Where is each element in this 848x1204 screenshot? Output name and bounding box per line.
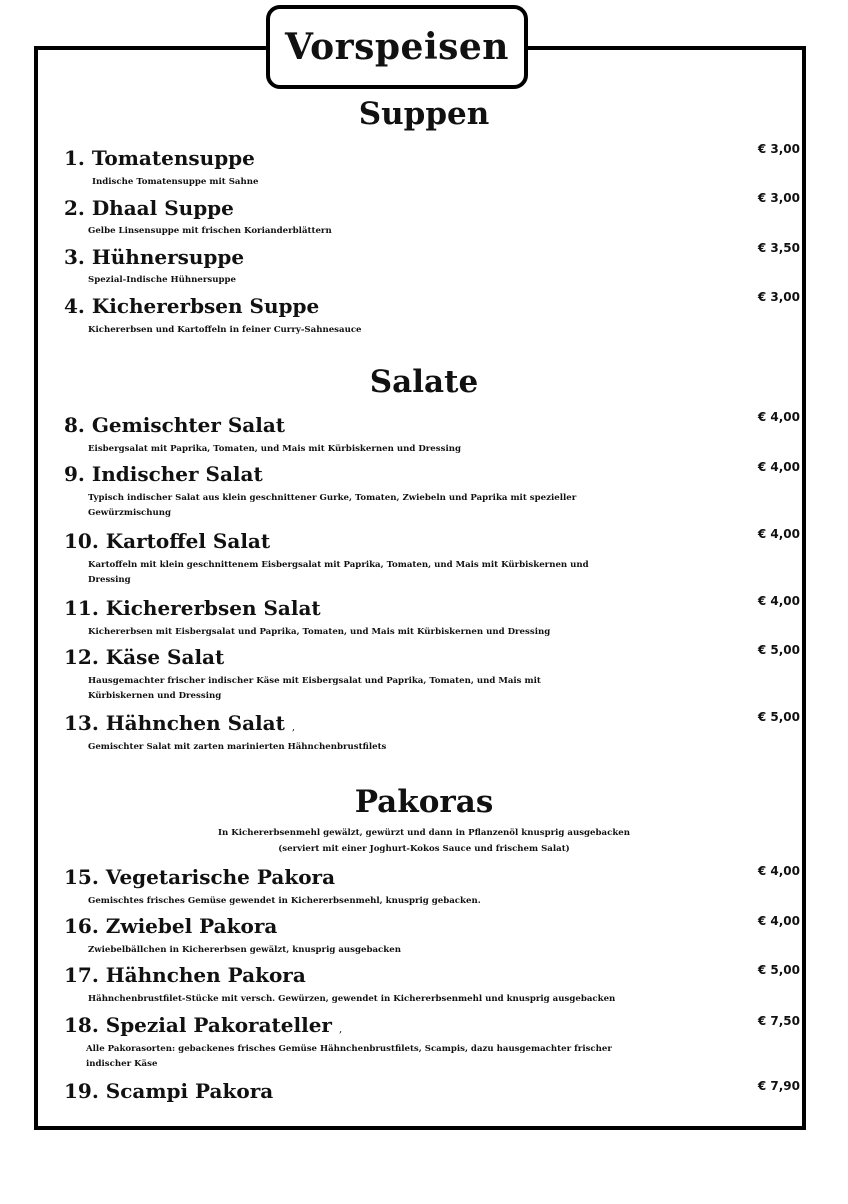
menu-item-price: € 5,00 [757,710,800,724]
menu-item-price: € 3,00 [757,290,800,304]
section-intro-note: (serviert mit einer Joghurt-Kokos Sauce und frischem Salat) [278,844,570,854]
menu-item-name: 19. Scampi Pakora [64,1079,274,1103]
menu-item-name: 17. Hähnchen Pakora [64,963,306,987]
menu-item-label: 18. Spezial Pakorateller [64,1013,332,1037]
menu-item-name: 3. Hühnersuppe [64,245,245,269]
menu-item-desc: Kartoffeln mit klein geschnittenem Eisbergsalat mit Paprika, Tomaten, und Mais mit Kürbiskernen und Dressing [88,560,589,585]
page-title: Vorspeisen [285,26,509,68]
title-box [266,5,528,89]
menu-item-desc: Kichererbsen mit Eisbergsalat und Paprika, Tomaten, und Mais mit Kürbiskernen und Dressing [88,627,551,637]
menu-item-name: 4. Kichererbsen Suppe [64,294,320,318]
section-title-suppen: Suppen [358,96,490,132]
menu-item-desc: Gemischtes frisches Gemüse gewendet in Kichererbsenmehl, knusprig gebacken. [88,896,481,906]
menu-item-price: € 4,00 [757,594,800,608]
menu-item-price: € 4,00 [757,460,800,474]
menu-item-price: € 4,00 [757,410,800,424]
footnote-mark: , [291,722,295,733]
footnote-mark: , [338,1024,343,1035]
menu-item-desc: Eisbergsalat mit Paprika, Tomaten, und Mais mit Kürbiskernen und Dressing [88,444,461,454]
menu-item-desc: Zwiebelbällchen in Kichererbsen gewälzt, knusprig ausgebacken [88,945,401,955]
menu-item-price: € 4,00 [757,527,800,541]
menu-item-name: 1. Tomatensuppe [64,146,255,170]
menu-item-price: € 4,00 [757,864,800,878]
menu-item-name: 8. Gemischter Salat [64,413,286,437]
menu-item-price: € 5,00 [757,643,800,657]
menu-item-price: € 7,90 [757,1079,800,1093]
section-title-pakoras: Pakoras [354,784,494,820]
menu-item-desc: Gelbe Linsensuppe mit frischen Korianderblättern [88,226,332,236]
menu-item-name: 15. Vegetarische Pakora [64,865,336,889]
menu-item-price: € 3,00 [757,142,800,156]
menu-item-name [64,1013,342,1037]
menu-item-name: 10. Kartoffel Salat [64,529,271,553]
menu-item-desc: Hähnchenbrustfilet-Stücke mit versch. Gewürzen, gewendet in Kichererbsenmehl und knusprig ausgebacken [88,994,616,1004]
menu-item-label: 13. Hähnchen Salat [64,711,285,735]
menu-item-name: 2. Dhaal Suppe [64,196,234,220]
section-title-salate: Salate [369,364,479,400]
menu-item-desc: Hausgemachter frischer indischer Käse mit Eisbergsalat und Paprika, Tomaten, und Mais mit Kürbiskernen und Dressing [88,676,541,701]
menu-item-price: € 3,00 [757,191,800,205]
section-intro: In Kichererbsenmehl gewälzt, gewürzt und dann in Pflanzenöl knusprig ausgebacken [217,828,630,838]
menu-item-desc: Indische Tomatensuppe mit Sahne [92,177,259,187]
menu-item-price: € 4,00 [757,914,800,928]
menu-item-price: € 7,50 [757,1014,800,1028]
menu-item-name: 11. Kichererbsen Salat [64,596,321,620]
menu-item-name: 9. Indischer Salat [64,462,263,486]
menu-item-desc: Kichererbsen und Kartoffeln in feiner Curry-Sahnesauce [88,325,362,335]
menu-item-price: € 5,00 [757,963,800,977]
menu-item-desc: Spezial-Indische Hühnersuppe [88,275,236,285]
menu-item-desc: Gemischter Salat mit zarten marinierten Hähnchenbrustfilets [88,742,387,752]
menu-item-desc: Alle Pakorasorten: gebackenes frisches Gemüse Hähnchenbrustfilets, Scampis, dazu hausgemachter frischer indischer Käse [86,1044,612,1069]
menu-item-desc: Typisch indischer Salat aus klein geschnittener Gurke, Tomaten, Zwiebeln und Paprika mit spezieller Gewürzmischung [88,493,577,518]
menu-item-name: 12. Käse Salat [64,645,225,669]
menu-item-price: € 3,50 [757,241,800,255]
menu-item-name [64,711,295,735]
menu-item-name: 16. Zwiebel Pakora [64,914,278,938]
